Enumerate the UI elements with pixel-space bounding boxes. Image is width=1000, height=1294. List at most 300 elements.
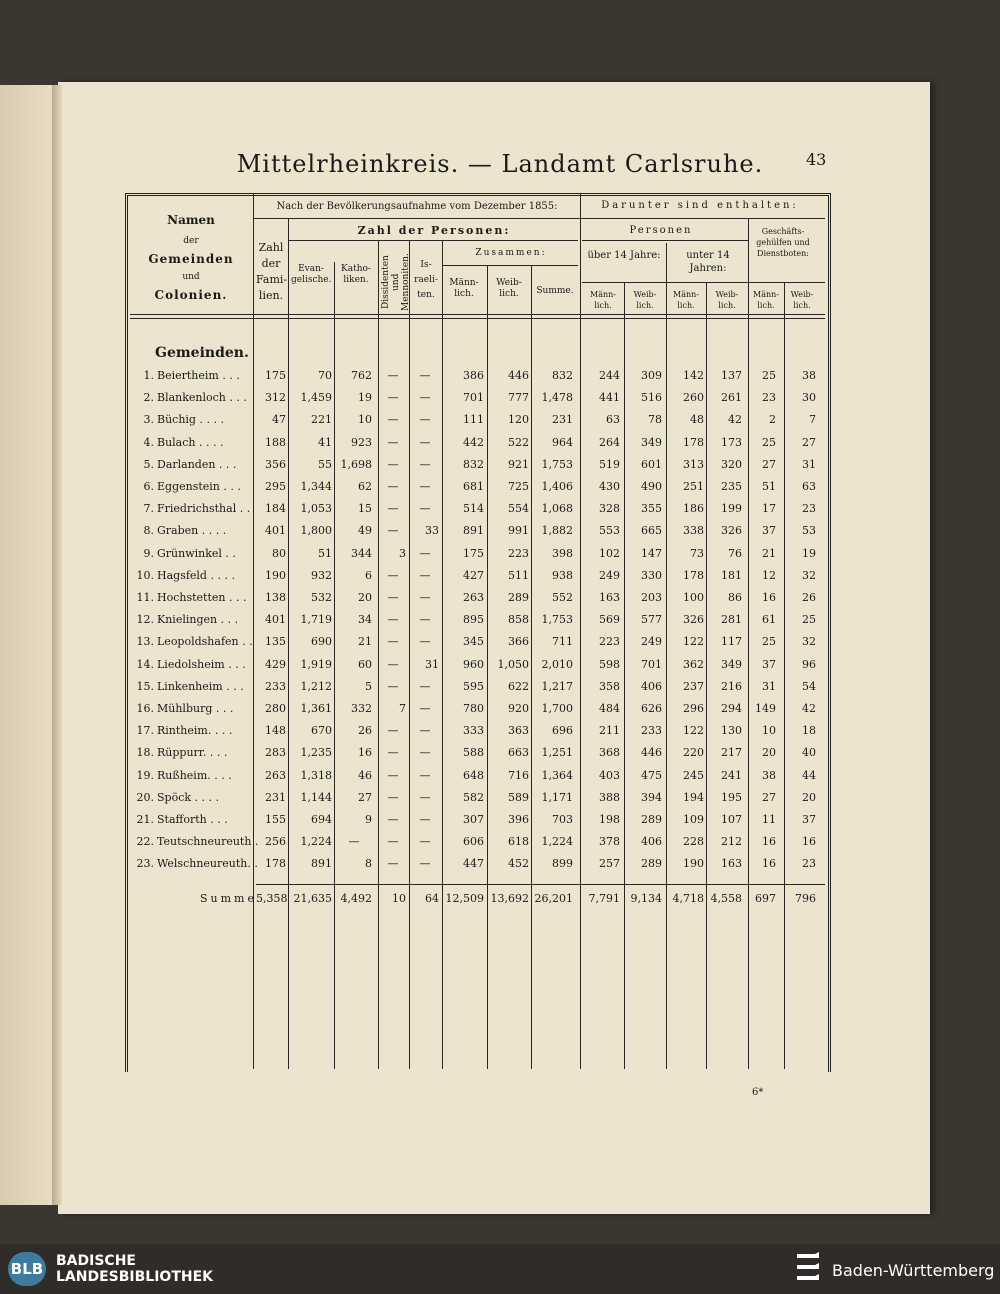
row-name: Rüppurr. . . . — [157, 746, 228, 759]
row-value: 228 — [683, 835, 704, 848]
row-name: Rußheim. . . . — [157, 769, 232, 782]
header-census: Nach der Bevölkerungsaufnahme vom Dezember 1855: — [276, 201, 558, 212]
population-table — [125, 193, 831, 1072]
header-divider — [253, 218, 825, 219]
row-value: 1,318 — [300, 769, 332, 782]
total-label: Summe — [200, 892, 257, 905]
row-value: — — [419, 569, 431, 582]
row-value: 16 — [358, 746, 372, 759]
header-divider — [130, 318, 825, 319]
row-number: 22. — [136, 835, 154, 848]
row-value: 107 — [721, 813, 742, 826]
row-value: 1,753 — [541, 458, 573, 471]
row-value: 490 — [641, 480, 662, 493]
row-value: 1,700 — [541, 702, 573, 715]
row-value: 23 — [802, 502, 816, 515]
row-value: — — [387, 569, 399, 582]
row-value: — — [387, 813, 399, 826]
header-u-weib: Weib- lich. — [633, 290, 657, 310]
row-name: Spöck . . . . — [157, 791, 219, 804]
row-value: 27 — [358, 791, 372, 804]
row-value: 40 — [802, 746, 816, 759]
row-number: 1. — [143, 369, 154, 382]
row-value: 378 — [599, 835, 620, 848]
row-number: 5. — [143, 458, 154, 471]
row-value: 618 — [508, 835, 529, 848]
row-value: — — [387, 635, 399, 648]
row-name: Hagsfeld . . . . — [157, 569, 235, 582]
row-value: 235 — [721, 480, 742, 493]
row-value: 289 — [641, 857, 662, 870]
row-value: 147 — [641, 547, 662, 560]
row-value: — — [419, 480, 431, 493]
row-value: 1,144 — [300, 791, 332, 804]
header-z-maenn: Männ- lich. — [449, 278, 479, 299]
column-divider — [378, 240, 379, 1069]
row-value: 2 — [769, 413, 776, 426]
row-value: 349 — [641, 436, 662, 449]
row-value: 10 — [762, 724, 776, 737]
row-value: 30 — [802, 391, 816, 404]
row-value: 516 — [641, 391, 662, 404]
total-value: 26,201 — [534, 892, 573, 905]
row-value: 899 — [552, 857, 573, 870]
row-value: 163 — [599, 591, 620, 604]
row-value: — — [419, 724, 431, 737]
row-value: — — [387, 413, 399, 426]
row-value: 20 — [358, 591, 372, 604]
row-value: 27 — [762, 458, 776, 471]
row-value: 20 — [762, 746, 776, 759]
total-value: 4,492 — [340, 892, 372, 905]
row-value: 249 — [599, 569, 620, 582]
row-value: 716 — [508, 769, 529, 782]
row-number: 20. — [136, 791, 154, 804]
row-name: Graben . . . . — [157, 524, 227, 537]
row-value: 175 — [265, 369, 286, 382]
row-value: — — [387, 591, 399, 604]
row-value: 12 — [762, 569, 776, 582]
row-value: — — [387, 769, 399, 782]
row-value: 484 — [599, 702, 620, 715]
row-value: 1,800 — [300, 524, 332, 537]
header-gehuelfen: Geschäfts- gehülfen und Dienstboten: — [756, 227, 810, 258]
row-value: 1,171 — [541, 791, 573, 804]
row-value: 138 — [265, 591, 286, 604]
row-value: 1,053 — [300, 502, 332, 515]
blb-logo[interactable]: BLB — [8, 1252, 46, 1286]
row-value: 51 — [318, 547, 332, 560]
column-divider — [748, 218, 749, 1069]
row-value: 1,406 — [541, 480, 573, 493]
row-name: Rintheim. . . . — [157, 724, 233, 737]
row-name: Leopoldshafen . . — [157, 635, 253, 648]
row-value: 27 — [802, 436, 816, 449]
column-divider — [288, 218, 289, 1069]
column-divider — [334, 262, 335, 1069]
row-value: 15 — [358, 502, 372, 515]
row-value: 16 — [802, 835, 816, 848]
row-value: 221 — [311, 413, 332, 426]
row-value: 296 — [683, 702, 704, 715]
row-value: 16 — [762, 591, 776, 604]
row-value: 577 — [641, 613, 662, 626]
row-value: 923 — [351, 436, 372, 449]
row-value: 60 — [358, 658, 372, 671]
row-value: 386 — [463, 369, 484, 382]
row-value: 203 — [641, 591, 662, 604]
row-name: Teutschneureuth . — [157, 835, 259, 848]
row-value: 26 — [802, 591, 816, 604]
bw-label[interactable]: Baden-Württemberg — [832, 1261, 995, 1280]
total-value: 9,134 — [630, 892, 662, 905]
row-name: Mühlburg . . . — [157, 702, 234, 715]
row-value: 553 — [599, 524, 620, 537]
row-value: 21 — [762, 547, 776, 560]
row-value: 96 — [802, 658, 816, 671]
row-value: 522 — [508, 436, 529, 449]
row-value: 569 — [599, 613, 620, 626]
row-value: 356 — [265, 458, 286, 471]
header-persons: Personen — [629, 225, 693, 236]
section-label: Gemeinden. — [155, 345, 249, 361]
row-value: 446 — [508, 369, 529, 382]
row-value: 309 — [641, 369, 662, 382]
row-number: 9. — [143, 547, 154, 560]
row-value: 47 — [272, 413, 286, 426]
row-value: 244 — [599, 369, 620, 382]
row-number: 18. — [136, 746, 154, 759]
row-value: 622 — [508, 680, 529, 693]
row-value: 406 — [641, 680, 662, 693]
row-value: 199 — [721, 502, 742, 515]
row-value: — — [387, 857, 399, 870]
row-value: 532 — [311, 591, 332, 604]
row-value: 231 — [552, 413, 573, 426]
row-value: — — [419, 369, 431, 382]
row-value: 23 — [802, 857, 816, 870]
row-value: — — [387, 791, 399, 804]
row-value: 355 — [641, 502, 662, 515]
row-value: 582 — [463, 791, 484, 804]
row-name: Welschneureuth. . — [157, 857, 258, 870]
header-names-colonien: Colonien. — [154, 288, 228, 302]
row-value: 281 — [721, 613, 742, 626]
page-number: 43 — [806, 150, 827, 169]
row-value: — — [419, 769, 431, 782]
row-value: 1,459 — [300, 391, 332, 404]
column-divider — [706, 282, 707, 1069]
row-value: 46 — [358, 769, 372, 782]
row-value: 73 — [690, 547, 704, 560]
header-families: Zahl der Fami- lien. — [256, 241, 288, 302]
row-value: 263 — [265, 769, 286, 782]
header-z-weib: Weib- lich. — [496, 278, 522, 299]
row-value: 6 — [365, 569, 372, 582]
row-value: — — [419, 436, 431, 449]
row-value: 20 — [802, 791, 816, 804]
column-divider — [487, 265, 488, 1069]
row-value: 289 — [508, 591, 529, 604]
row-number: 16. — [136, 702, 154, 715]
row-number: 17. — [136, 724, 154, 737]
row-value: — — [348, 835, 360, 848]
row-value: — — [419, 502, 431, 515]
row-value: 76 — [728, 547, 742, 560]
row-value: 122 — [683, 724, 704, 737]
row-value: 295 — [265, 480, 286, 493]
row-value: 552 — [552, 591, 573, 604]
row-name: Liedolsheim . . . — [157, 658, 246, 671]
row-value: 148 — [265, 724, 286, 737]
row-value: 703 — [552, 813, 573, 826]
row-value: 430 — [599, 480, 620, 493]
row-value: 231 — [265, 791, 286, 804]
row-value: 102 — [599, 547, 620, 560]
row-value: — — [387, 835, 399, 848]
row-value: 109 — [683, 813, 704, 826]
header-unter14: unter 14 Jahren: — [686, 250, 730, 274]
blb-line1: BADISCHE — [56, 1253, 136, 1269]
total-value: 64 — [425, 892, 439, 905]
header-g-weib: Weib- lich. — [790, 290, 814, 310]
row-value: 38 — [762, 769, 776, 782]
row-value: 37 — [802, 813, 816, 826]
row-value: — — [419, 702, 431, 715]
row-value: — — [419, 547, 431, 560]
row-value: 1,919 — [300, 658, 332, 671]
row-value: 263 — [463, 591, 484, 604]
row-value: 7 — [399, 702, 406, 715]
row-number: 21. — [136, 813, 154, 826]
header-ueber14: über 14 Jahre: — [587, 250, 661, 261]
row-value: 429 — [265, 658, 286, 671]
row-value: 330 — [641, 569, 662, 582]
row-value: 891 — [311, 857, 332, 870]
header-contained: Darunter sind enthalten: — [601, 200, 799, 211]
row-value: — — [387, 480, 399, 493]
row-value: 31 — [425, 658, 439, 671]
row-value: 606 — [463, 835, 484, 848]
row-value: 588 — [463, 746, 484, 759]
row-value: 701 — [641, 658, 662, 671]
row-name: Darlanden . . . — [157, 458, 237, 471]
row-value: 358 — [599, 680, 620, 693]
row-value: 427 — [463, 569, 484, 582]
row-value: 80 — [272, 547, 286, 560]
row-value: 11 — [762, 813, 776, 826]
row-value: 283 — [265, 746, 286, 759]
row-value: 25 — [762, 436, 776, 449]
row-value: 598 — [599, 658, 620, 671]
row-value: 711 — [552, 635, 573, 648]
row-value: 217 — [721, 746, 742, 759]
row-value: 333 — [463, 724, 484, 737]
row-name: Linkenheim . . . — [157, 680, 244, 693]
row-value: 135 — [265, 635, 286, 648]
row-value: 403 — [599, 769, 620, 782]
row-name: Büchig . . . . — [157, 413, 224, 426]
row-value: 260 — [683, 391, 704, 404]
row-value: 1,224 — [541, 835, 573, 848]
row-name: Grünwinkel . . — [157, 547, 236, 560]
header-z-summe: Summe. — [536, 286, 574, 296]
row-number: 23. — [136, 857, 154, 870]
row-value: 595 — [463, 680, 484, 693]
row-value: 1,364 — [541, 769, 573, 782]
row-value: 149 — [755, 702, 776, 715]
row-value: 338 — [683, 524, 704, 537]
row-value: 163 — [721, 857, 742, 870]
row-value: 1,698 — [340, 458, 372, 471]
row-value: 349 — [721, 658, 742, 671]
header-g-maenn: Männ- lich. — [753, 290, 779, 310]
row-value: — — [419, 591, 431, 604]
row-value: 44 — [802, 769, 816, 782]
row-value: 511 — [508, 569, 529, 582]
row-value: 663 — [508, 746, 529, 759]
row-number: 14. — [136, 658, 154, 671]
row-value: 932 — [311, 569, 332, 582]
row-value: — — [419, 791, 431, 804]
row-value: 665 — [641, 524, 662, 537]
row-value: 366 — [508, 635, 529, 648]
row-value: 326 — [721, 524, 742, 537]
row-value: 190 — [683, 857, 704, 870]
row-value: — — [419, 413, 431, 426]
row-value: — — [387, 458, 399, 471]
row-value: — — [387, 524, 399, 537]
row-value: 23 — [762, 391, 776, 404]
row-value: 53 — [802, 524, 816, 537]
row-value: 256 — [265, 835, 286, 848]
row-value: 1,344 — [300, 480, 332, 493]
row-value: 142 — [683, 369, 704, 382]
row-value: 173 — [721, 436, 742, 449]
row-value: 120 — [508, 413, 529, 426]
row-value: 396 — [508, 813, 529, 826]
row-value: 991 — [508, 524, 529, 537]
row-value: 554 — [508, 502, 529, 515]
row-value: 184 — [265, 502, 286, 515]
row-value: 921 — [508, 458, 529, 471]
row-value: 780 — [463, 702, 484, 715]
row-value: 251 — [683, 480, 704, 493]
row-value: — — [387, 369, 399, 382]
row-value: 25 — [802, 613, 816, 626]
row-value: 398 — [552, 547, 573, 560]
row-value: 38 — [802, 369, 816, 382]
row-number: 11. — [136, 591, 154, 604]
total-value: 10 — [392, 892, 406, 905]
row-value: 63 — [606, 413, 620, 426]
row-value: 1,212 — [300, 680, 332, 693]
total-value: 21,635 — [293, 892, 332, 905]
row-number: 4. — [143, 436, 154, 449]
row-value: 519 — [599, 458, 620, 471]
row-value: 41 — [318, 436, 332, 449]
row-value: 344 — [351, 547, 372, 560]
row-value: 7 — [809, 413, 816, 426]
row-value: 198 — [599, 813, 620, 826]
total-value: 12,509 — [445, 892, 484, 905]
three-lions-icon — [795, 1250, 823, 1288]
row-value: 326 — [683, 613, 704, 626]
blb-line2: LANDESBIBLIOTHEK — [56, 1269, 214, 1285]
row-value: 178 — [265, 857, 286, 870]
row-value: 475 — [641, 769, 662, 782]
row-value: — — [387, 746, 399, 759]
header-israel: Is- raeli- ten. — [414, 260, 438, 300]
header-names-gemeinden: Gemeinden — [148, 252, 234, 266]
row-value: 55 — [318, 458, 332, 471]
row-value: 155 — [265, 813, 286, 826]
header-names-und: und — [182, 272, 200, 282]
column-divider — [666, 243, 667, 1069]
row-value: 32 — [802, 569, 816, 582]
row-name: Knielingen . . . — [157, 613, 239, 626]
row-value: 5 — [365, 680, 372, 693]
column-divider — [253, 193, 254, 1069]
row-value: 289 — [641, 813, 662, 826]
total-value: 5,358 — [256, 892, 288, 905]
row-value: 130 — [721, 724, 742, 737]
row-number: 13. — [136, 635, 154, 648]
row-value: 401 — [265, 613, 286, 626]
row-value: 233 — [265, 680, 286, 693]
row-value: 626 — [641, 702, 662, 715]
row-value: 18 — [802, 724, 816, 737]
row-value: 307 — [463, 813, 484, 826]
row-value: 51 — [762, 480, 776, 493]
blb-name[interactable] — [56, 1253, 213, 1285]
row-value: — — [419, 746, 431, 759]
row-value: 1,882 — [541, 524, 573, 537]
row-value: 332 — [351, 702, 372, 715]
row-value: 388 — [599, 791, 620, 804]
total-value: 796 — [795, 892, 816, 905]
row-value: — — [419, 391, 431, 404]
row-value: 42 — [728, 413, 742, 426]
header-evang: Evan- gelische. — [291, 264, 332, 285]
book-spine — [52, 85, 62, 1205]
row-value: — — [387, 658, 399, 671]
row-value: 964 — [552, 436, 573, 449]
row-value: 9 — [365, 813, 372, 826]
row-value: 223 — [599, 635, 620, 648]
row-value: 33 — [425, 524, 439, 537]
total-value: 13,692 — [490, 892, 529, 905]
row-value: — — [419, 680, 431, 693]
row-value: 777 — [508, 391, 529, 404]
row-value: 212 — [721, 835, 742, 848]
row-value: 1,361 — [300, 702, 332, 715]
row-value: 648 — [463, 769, 484, 782]
column-divider — [624, 282, 625, 1069]
row-value: 858 — [508, 613, 529, 626]
row-value: — — [387, 436, 399, 449]
row-value: 670 — [311, 724, 332, 737]
row-value: 1,235 — [300, 746, 332, 759]
row-value: 86 — [728, 591, 742, 604]
row-number: 8. — [143, 524, 154, 537]
row-value: 280 — [265, 702, 286, 715]
row-value: — — [419, 458, 431, 471]
row-value: 26 — [358, 724, 372, 737]
row-value: 895 — [463, 613, 484, 626]
row-value: — — [387, 613, 399, 626]
row-value: 312 — [265, 391, 286, 404]
